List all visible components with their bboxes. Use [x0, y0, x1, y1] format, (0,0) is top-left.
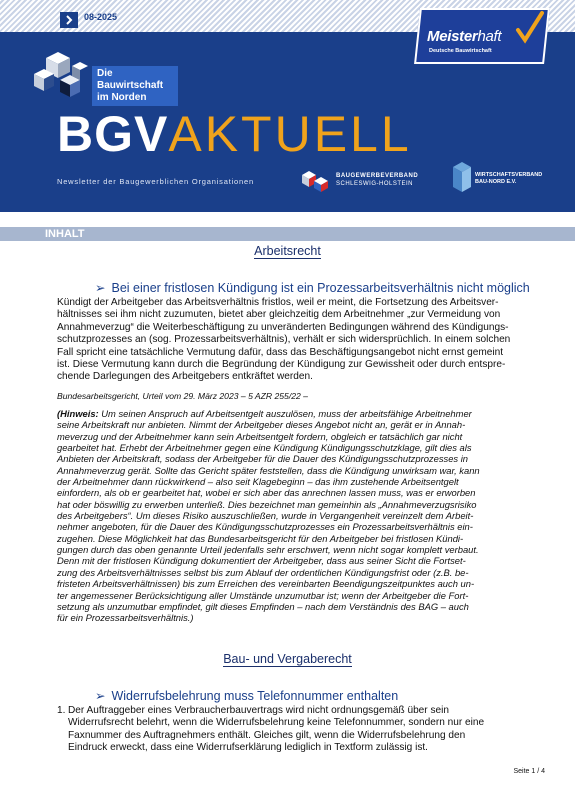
chevron-right-icon [60, 12, 78, 28]
partner-baugewerbeverband [336, 172, 418, 188]
hinweis-label: (Hinweis: [57, 408, 99, 419]
section-heading-bau-vergaberecht [0, 652, 575, 666]
masthead-subtitle: Newsletter der Baugewerblichen Organisationen [57, 177, 254, 186]
court-citation: Bundesarbeitsgericht, Urteil vom 29. März 2023 – 5 AZR 255/22 – [57, 391, 308, 401]
meisterhaft-bold: Meister [427, 28, 478, 45]
section-heading-arbeitsrecht [0, 244, 575, 258]
para-line: schutzprozesses an (sog. Prozessarbeitsverhältnis), verhält er sich widersprüchlich. In einem solchen [57, 334, 511, 346]
partner1-line2: SCHLESWIG-HOLSTEIN [336, 181, 414, 187]
article2-title-text: Widerrufsbelehrung muss Telefonnummer enthalten [111, 689, 399, 703]
section2-heading-text: Bau- und Vergaberecht [223, 652, 352, 666]
article-title-1 [95, 280, 530, 295]
section1-heading-text: Arbeitsrecht [254, 244, 321, 258]
partner-wirtschaftsverband [475, 172, 542, 186]
hinweis-line: Annahmeverzug gerät. Sollte das Gericht später feststellen, dass die Kündigung unwirksam war, kann [57, 464, 480, 476]
inhalt-bar [0, 227, 575, 241]
para-line: Fall spricht eine tatsächliche Vermutung dafür, dass das Beschäftigungsangebot nicht ernst gemeint [57, 346, 504, 358]
para-line: chende Darlegungen des Arbeitgebers entkräftet werden. [57, 371, 313, 383]
article1-title-text: Bei einer fristlosen Kündigung ist ein Prozessarbeitsverhältnis nicht möglich [111, 281, 530, 295]
meisterhaft-light: haft [477, 28, 502, 45]
item-line: Faxnummer des Auftragnehmers enthält. Gleiches gilt, wenn die Widerrufsbelehrung den [68, 729, 466, 741]
para-line: hältnisses sei ihm nicht zuzumuten, bietet aber gleichzeitig dem Arbeitnehmer „zur Vermeidung von [57, 309, 501, 321]
checkmark-icon [515, 10, 545, 44]
issue-number: 08-2025 [84, 12, 118, 22]
masthead-aktuell: AKTUELL [168, 106, 412, 162]
hinweis-line: des Arbeitgebers“. Um dieses Risiko auszuschließen, wurde in Vergangenheit vereinzelt dem Arbeit- [57, 510, 474, 522]
cube-logo-icon [32, 50, 88, 100]
meisterhaft-subtitle: Deutsche Bauwirtschaft [429, 48, 492, 54]
hinweis-text: Um seinen Anspruch auf Arbeitsentgelt auszulösen, muss der arbeitsfähige Arbeitnehmer [98, 408, 472, 419]
chevron-bullet-icon: ➢ [95, 689, 106, 703]
hinweis-line: meverzug und der Arbeitnehmer kann sein Arbeitsentgelt fordern, obgleich er tatsächlich gar nicht [57, 430, 463, 442]
item-line: Widerrufsrecht belehrt, wenn die Widerrufsbelehrung keine Telefonnummer, sondern nur eine [68, 717, 485, 729]
chevron-bullet-icon: ➢ [95, 281, 106, 295]
hinweis-line: hat oder böswillig zu erwerben unterließ. Dies bezeichnet man gemeinhin als „Annahmeverzugsrisiko [57, 498, 477, 510]
hinweis-line: gungen durch das oben genannte Urteil jedenfalls sehr erschwert, wenn nicht sogar komplett verbaut. [57, 544, 479, 556]
item-text [68, 705, 517, 755]
hinweis-line: der Arbeitnehmer dann rückwirkend – also seit Klagebeginn – das ihm zustehende Arbeitsentgelt [57, 476, 459, 488]
para-line: Kündigt der Arbeitgeber das Arbeitsverhältnis fristlos, weil er meint, die Fortsetzung des Arbeitsver- [57, 297, 499, 308]
meisterhaft-wordmark [427, 28, 501, 45]
hinweis-line: zung des Arbeitsverhältnisses selbst bis zum Ablauf der ordentlichen Kündigungsfrist oder (z.B. be- [57, 566, 469, 578]
masthead-banner [0, 0, 575, 212]
partner1-line1: BAUGEWERBEVERBAND [336, 173, 419, 179]
item-number: 1. [57, 705, 66, 716]
hinweis-line: seine Arbeitskraft nur anbieten. Nimmt der Arbeitgeber dieses Angebot nicht an, gerät er in Annah- [57, 419, 466, 431]
hinweis-note [57, 408, 517, 624]
article1-paragraph [57, 297, 515, 384]
partner2-line2: BAU-NORD E.V. [475, 179, 517, 185]
hinweis-line [57, 408, 517, 419]
masthead-title [57, 106, 412, 162]
article-title-2 [95, 688, 398, 703]
claim-label: Die Bauwirtschaft im Norden [92, 66, 178, 106]
hinweis-line: nehmer angeboten, für die Dauer des Kündigungsschutzprozesses ein Prozessarbeitsverhältnis ein- [57, 521, 473, 533]
partner2-line1: WIRTSCHAFTSVERBAND [475, 172, 543, 178]
item-line: Der Auftraggeber eines Verbraucherbauvertrags wird nicht ordnungsgemäß über sein [68, 705, 449, 716]
para-line: ist. Diese Vermutung kann durch die Begründung der Kündigung zur Gewissheit oder durch entspre- [57, 359, 506, 371]
meisterhaft-logo [417, 8, 547, 64]
item-line: Eindruck erweckt, dass eine Widerrufserklärung lediglich in Textform zulässig ist. [68, 742, 428, 754]
hinweis-line: ter angemessener Berücksichtigung aller Umstände unzumutbar ist; wenn der Arbeitgeber die Fort- [57, 589, 469, 601]
hinweis-line: setzung als unzumutbar empfindet, gilt dieses Empfinden – nach dem Verständnis des BAG – auch [57, 600, 469, 612]
hinweis-line: gearbeitet hat. Erhebt der Arbeitnehmer gegen eine Kündigung Kündigungsschutzklage, gilt dies als [57, 442, 472, 454]
para-line: Annahmeverzug“ die Weiterbeschäftigung zu unveränderten Bedingungen während des Kündigungs- [57, 321, 509, 333]
hinweis-line: einfordern, als ob er gearbeitet hat, wobei er sich aber das anrechnen lassen muss, was er erworben [57, 487, 476, 499]
hinweis-line: für ein Prozessarbeitsverhältnis.) [57, 612, 194, 624]
numbered-item-1 [57, 705, 517, 755]
inhalt-label: INHALT [45, 228, 85, 240]
page-number: Seite 1 / 4 [513, 768, 545, 775]
masthead-bgv: BGV [57, 106, 169, 162]
hinweis-line: zugehen. Diese Möglichkeit hat das Bundesarbeitsgericht für den Arbeitgeber bei fristlosen Kündi- [57, 532, 464, 544]
baugewerbeverband-logo-icon [298, 167, 332, 193]
hinweis-line: Denn mit der fristlosen Kündigung dokumentiert der Arbeitgeber, dass aus seiner Sicht die Fortset- [57, 555, 466, 567]
hinweis-line: Anbieten der Arbeitskraft, sodass der Arbeitgeber für die Dauer des Kündigungsschutzprozesses in [57, 453, 468, 465]
wirtschaftsverband-logo-icon [451, 161, 473, 193]
hinweis-line: fristeten Arbeitsverhältnissen) bis zum Erreichen des vereinbarten Beendigungszeitpunktes auch un- [57, 578, 475, 590]
